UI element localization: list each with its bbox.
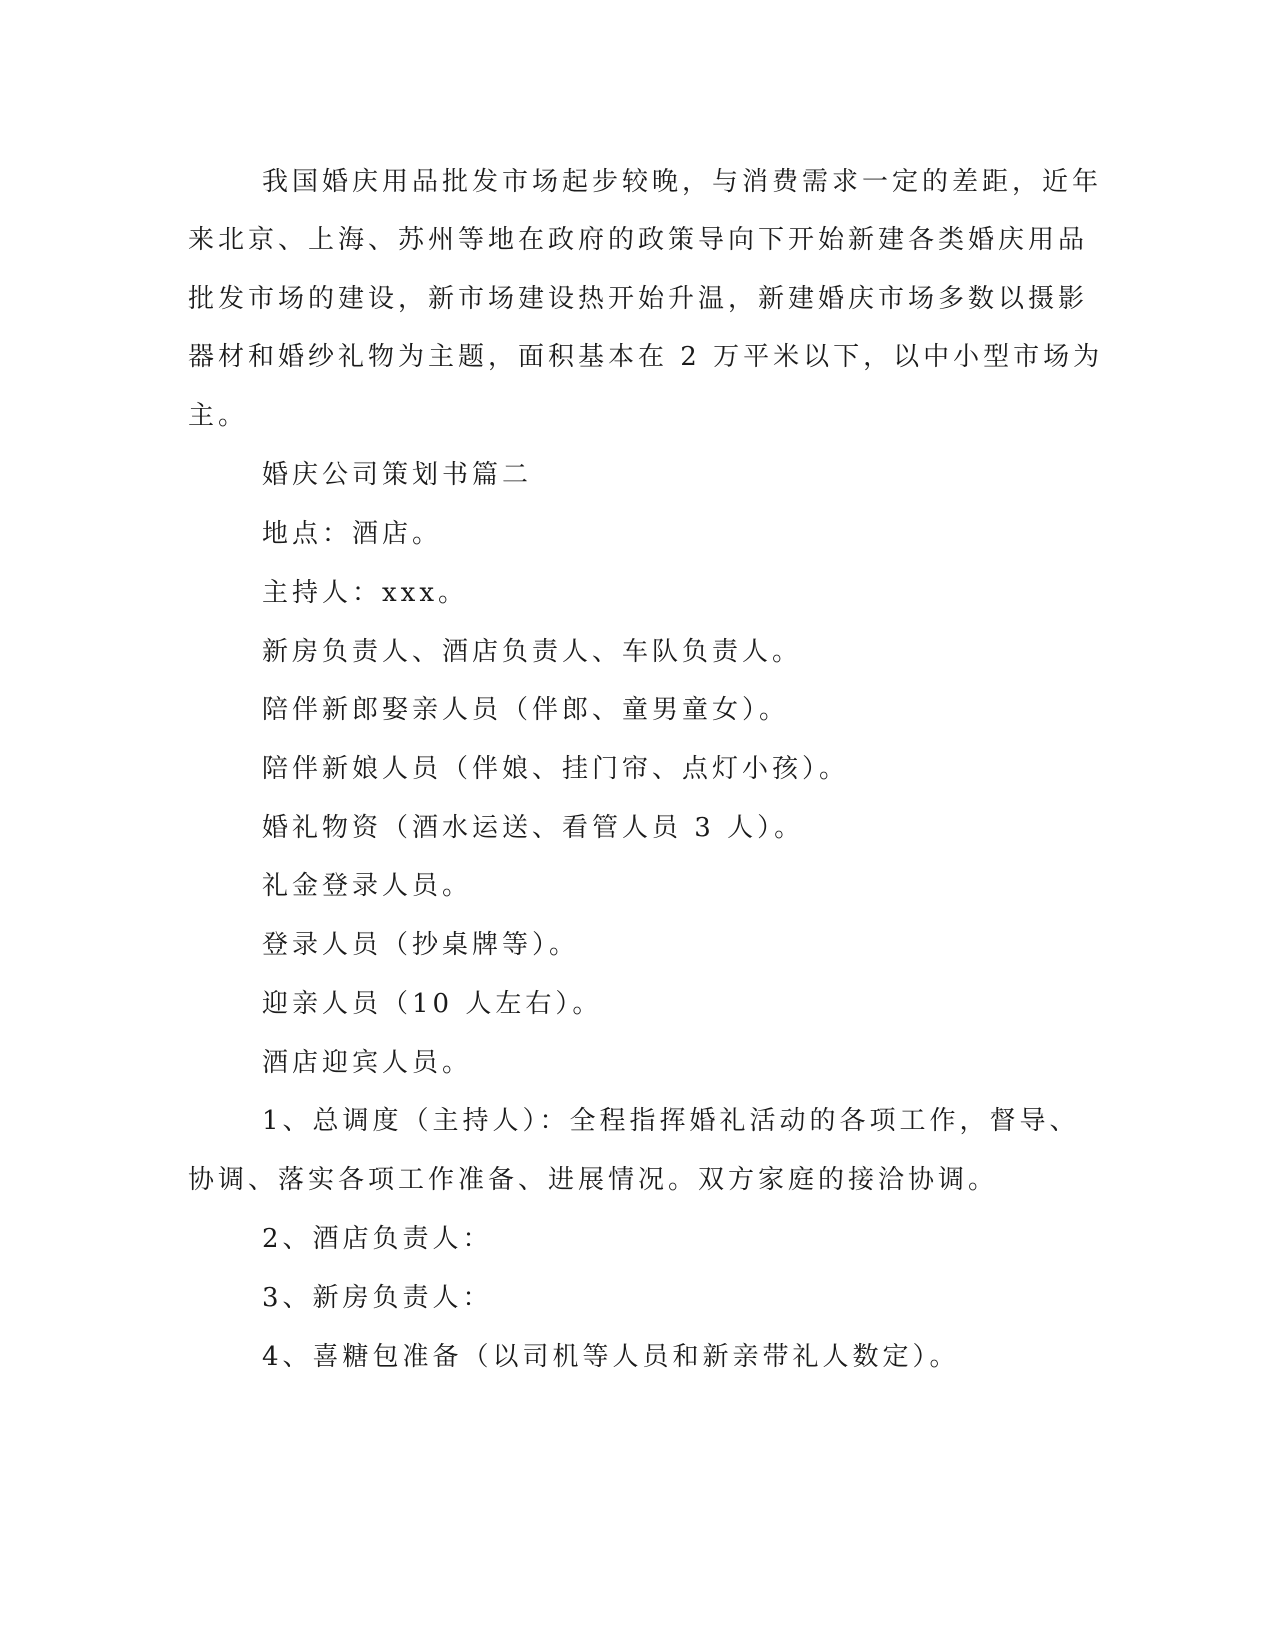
item-hotel-greeters: 酒店迎宾人员。 — [262, 1048, 473, 1078]
item-wedding-supplies: 婚礼物资（酒水运送、看管人员 3 人）。 — [262, 813, 805, 843]
intro-paragraph-line-3: 批发市场的建设，新市场建设热开始升温，新建婚庆市场多数以摄影 — [188, 284, 1089, 314]
numbered-item-1-line-1: 1、总调度（主持人）：全程指挥婚礼活动的各项工作，督导、 — [262, 1106, 1080, 1136]
item-bride-companions: 陪伴新娘人员（伴娘、挂门帘、点灯小孩）。 — [262, 754, 850, 784]
intro-paragraph-line-1: 我国婚庆用品批发市场起步较晚，与消费需求一定的差距，近年 — [262, 167, 1103, 197]
numbered-item-1-line-2: 协调、落实各项工作准备、进展情况。双方家庭的接洽协调。 — [188, 1165, 999, 1195]
item-responsible-persons: 新房负责人、酒店负责人、车队负责人。 — [262, 637, 803, 667]
item-welcome-party: 迎亲人员（10 人左右）。 — [262, 989, 603, 1019]
section-title: 婚庆公司策划书篇二 — [262, 460, 533, 490]
numbered-item-3: 3、新房负责人： — [262, 1283, 493, 1313]
intro-paragraph-line-5: 主。 — [188, 401, 249, 431]
intro-paragraph-line-4: 器材和婚纱礼物为主题，面积基本在 2 万平米以下，以中小型市场为 — [188, 342, 1104, 372]
numbered-item-2: 2、酒店负责人： — [262, 1224, 493, 1254]
item-location: 地点：酒店。 — [262, 519, 443, 549]
intro-paragraph-line-2: 来北京、上海、苏州等地在政府的政策导向下开始新建各类婚庆用品 — [188, 225, 1089, 255]
numbered-item-4: 4、喜糖包准备（以司机等人员和新亲带礼人数定）。 — [262, 1342, 960, 1372]
item-registration-staff: 登录人员（抄桌牌等）。 — [262, 930, 580, 960]
item-host: 主持人：xxx。 — [262, 578, 468, 608]
item-gift-money-recorder: 礼金登录人员。 — [262, 871, 473, 901]
item-groom-companions: 陪伴新郎娶亲人员（伴郎、童男童女）。 — [262, 695, 790, 725]
